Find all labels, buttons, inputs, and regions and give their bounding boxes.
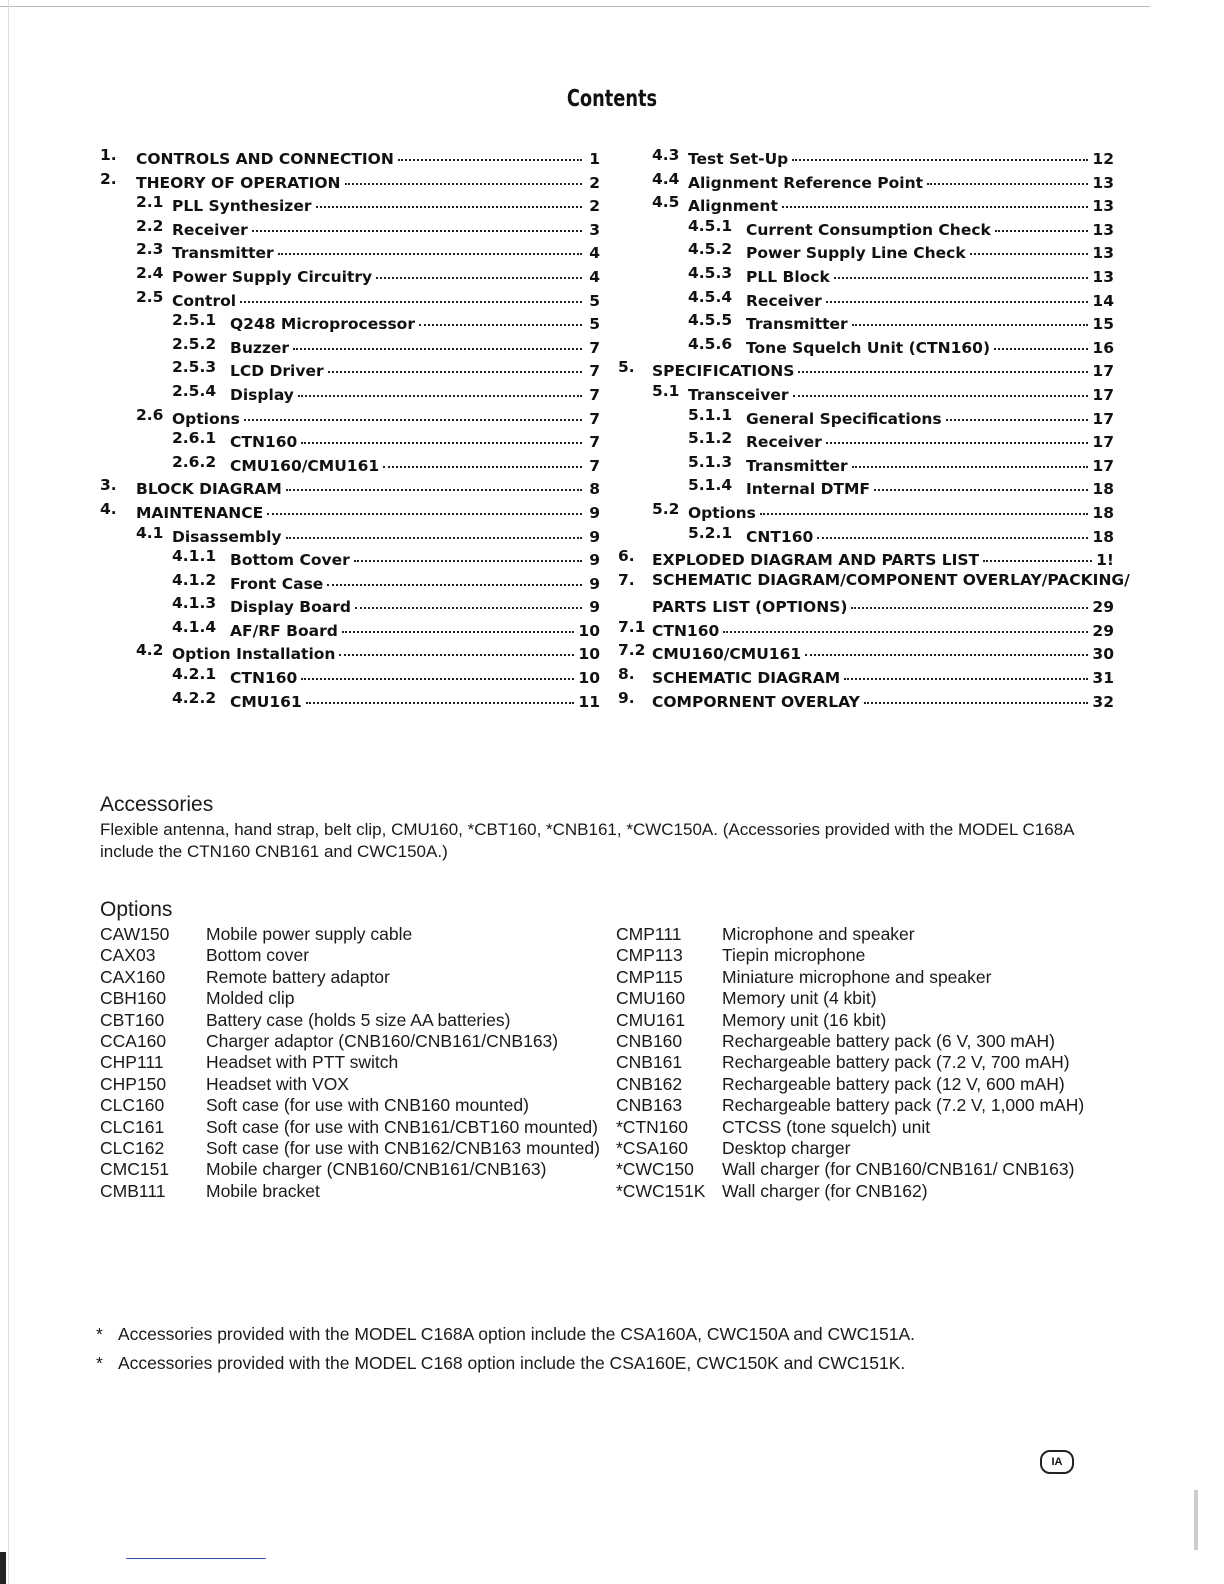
toc-entry-title: Receiver	[172, 220, 248, 239]
toc-entry-number: 2.3	[136, 240, 164, 259]
toc-entry-page: 18	[1092, 503, 1114, 522]
option-description: Memory unit (16 kbit)	[722, 1009, 887, 1030]
toc-leader-dots	[994, 332, 1088, 350]
option-item	[616, 1159, 1116, 1180]
option-code: CLC161	[100, 1116, 165, 1137]
toc-entry-number: 2.4	[136, 263, 164, 282]
toc-entry-title: Tone Squelch Unit (CTN160)	[746, 338, 991, 357]
toc-leader-dots	[798, 355, 1088, 373]
accessories-heading: Accessories	[100, 793, 214, 816]
toc-entry-number: 2.	[100, 169, 117, 188]
accessories-text: Flexible antenna, hand strap, belt clip, CMU160, *CBT160, *CNB161, *CWC150A. (Accessories provided with the MODEL C168A include the CTN160 CNB161 and CWC150A.)	[100, 820, 1074, 861]
toc-entry-number: 4.2.1	[172, 665, 217, 684]
toc-entry-page: 13	[1092, 173, 1114, 192]
toc-entry-page: 17	[1092, 385, 1114, 404]
toc-entry-title: Power Supply Line Check	[746, 244, 966, 263]
option-description: Soft case (for use with CNB160 mounted)	[206, 1095, 529, 1116]
toc-entry-number: 4.2	[136, 641, 164, 660]
option-code: CHP111	[100, 1052, 164, 1073]
toc-entry-number: 5.	[618, 358, 635, 377]
toc-entry-number: 2.5.4	[172, 381, 217, 400]
toc-entry-title: CMU160/CMU161	[652, 645, 802, 664]
option-code: CAX160	[100, 966, 166, 987]
option-item	[616, 1031, 1116, 1052]
toc-leader-dots	[793, 379, 1089, 397]
option-code: CLC160	[100, 1095, 165, 1116]
toc-entry-title: Alignment Reference Point	[688, 173, 924, 192]
option-item	[100, 945, 600, 966]
option-code: CMB111	[100, 1180, 166, 1201]
toc-entry-page: 17	[1092, 433, 1114, 452]
toc-entry-title: Current Consumption Check	[746, 220, 991, 239]
option-description: Wall charger (for CNB162)	[722, 1180, 928, 1201]
toc-entry-number: 4.1.2	[172, 570, 217, 589]
toc-entry-title: Test Set-Up	[688, 150, 789, 168]
toc-entry-title: Front Case	[230, 574, 324, 593]
toc-entry-page: 11	[578, 692, 600, 711]
toc-leader-dots	[376, 261, 582, 279]
option-description: Bottom cover	[206, 945, 310, 966]
toc-leader-dots	[927, 167, 1088, 185]
option-description: Mobile charger (CNB160/CNB161/CNB163)	[206, 1159, 547, 1180]
option-description: Rechargeable battery pack (6 V, 300 mAH)	[722, 1031, 1056, 1052]
toc-leader-dots	[354, 544, 582, 562]
toc-entry-number: 2.5	[136, 287, 164, 306]
toc-entry-page: 7	[589, 456, 600, 475]
toc-entry-page: 5	[589, 315, 600, 334]
option-item	[616, 988, 1116, 1009]
page-title: Contents	[566, 86, 658, 112]
toc-entry-number: 2.5.3	[172, 358, 217, 377]
option-description: Tiepin microphone	[722, 945, 866, 966]
toc-entry-title: Transceiver	[688, 385, 789, 404]
toc-entry-title: SCHEMATIC DIAGRAM	[652, 669, 841, 688]
toc-entry-title: Receiver	[746, 291, 822, 310]
option-item	[616, 1117, 1116, 1138]
toc-entry	[100, 689, 600, 713]
option-code: *CWC150	[616, 1159, 694, 1180]
toc-entry-number: 5.2.1	[688, 523, 733, 542]
option-code: CCA160	[100, 1031, 167, 1052]
toc-entry-title: Disassembly	[172, 527, 282, 546]
toc-entry-number: 4.1.4	[172, 617, 217, 636]
toc-entry-title: CTN160	[230, 669, 298, 688]
toc-entry-number: 4.5.2	[688, 240, 733, 259]
toc-entry-number: 4.1.1	[172, 547, 217, 566]
toc-entry-page: 4	[589, 267, 600, 286]
toc-leader-dots	[805, 638, 1088, 656]
toc-entry-page: 18	[1092, 480, 1114, 499]
toc-entry-number: 7.	[618, 570, 635, 589]
toc-leader-dots	[760, 497, 1089, 515]
toc-entry-title: Bottom Cover	[230, 551, 350, 570]
option-item	[100, 988, 600, 1009]
toc-leader-dots	[298, 379, 582, 397]
toc-entry-title: CTN160	[230, 433, 298, 452]
toc-entry-title: CMU160/CMU161	[230, 456, 380, 475]
option-item	[616, 1074, 1116, 1095]
toc-entry-title: Option Installation	[172, 645, 336, 664]
option-description: Remote battery adaptor	[206, 966, 390, 987]
toc-entry-title: Control	[172, 291, 237, 310]
option-description: Soft case (for use with CNB162/CNB163 mounted)	[206, 1138, 600, 1159]
options-right-list	[616, 924, 1116, 1202]
option-description: Battery case (holds 5 size AA batteries)	[206, 1009, 511, 1030]
footnote-text: Accessories provided with the MODEL C168 option include the CSA160E, CWC150K and CWC151K.	[118, 1353, 906, 1373]
toc-entry-number: 4.4	[652, 169, 680, 188]
toc-entry-title: Internal DTMF	[746, 480, 871, 499]
option-description: Headset with VOX	[206, 1073, 349, 1094]
toc-entry-number: 4.5.4	[688, 287, 733, 306]
option-description: Microphone and speaker	[722, 924, 915, 944]
toc-entry-page: 2	[589, 197, 600, 216]
toc-entry-number: 2.6.2	[172, 452, 217, 471]
toc-entry-number: 2.5.2	[172, 334, 217, 353]
toc-right-column	[618, 146, 1130, 712]
toc-entry-number: 4.5.1	[688, 216, 733, 235]
toc-entry-page: 1!	[1096, 551, 1114, 570]
toc-entry-number: 2.1	[136, 193, 164, 212]
toc-entry	[618, 547, 1114, 571]
footnote-1	[96, 1324, 915, 1345]
option-item	[100, 1010, 600, 1031]
toc-entry-page: 15	[1092, 315, 1114, 334]
option-item	[100, 1181, 600, 1202]
toc-entry-page: 17	[1092, 456, 1114, 475]
toc-entry-page: 7	[589, 409, 600, 428]
scan-underline-bottom	[126, 1558, 266, 1559]
toc-entry-title: Options	[688, 503, 756, 522]
toc-leader-dots	[834, 261, 1089, 279]
toc-leader-dots	[970, 237, 1089, 255]
toc-left-column	[100, 146, 600, 712]
option-description: Desktop charger	[722, 1138, 851, 1159]
option-code: CMP113	[616, 945, 683, 966]
toc-entry-page: 10	[578, 621, 600, 640]
toc-entry-title: Transmitter	[746, 315, 848, 334]
toc-entry-number: 7.1	[618, 617, 646, 636]
toc-entry-page: 4	[589, 244, 600, 263]
toc-leader-dots	[844, 662, 1088, 680]
toc-entry-number: 4.5	[652, 193, 680, 212]
toc-entry-title: Options	[172, 409, 240, 428]
toc-leader-dots	[723, 615, 1088, 633]
option-code: CNB163	[616, 1095, 683, 1116]
scan-mark-bottom-left	[0, 1552, 6, 1584]
toc-entry-page: 18	[1092, 527, 1114, 546]
toc-entry-page: 17	[1092, 409, 1114, 428]
toc-entry-title: Transmitter	[172, 244, 274, 263]
option-item	[616, 1052, 1116, 1073]
toc-entry-page: 13	[1092, 267, 1114, 286]
option-item	[616, 967, 1116, 988]
toc-leader-dots	[946, 403, 1089, 421]
toc-entry-title: THEORY OF OPERATION	[136, 173, 341, 192]
toc-leader-dots	[327, 568, 582, 586]
toc-entry-title: PLL Synthesizer	[172, 197, 312, 216]
toc-leader-dots	[874, 473, 1088, 491]
toc-leader-dots	[240, 285, 582, 303]
toc-entry-page: 16	[1092, 338, 1114, 357]
toc-entry-number: 1.	[100, 146, 117, 164]
options-left-list	[100, 924, 600, 1202]
toc-leader-dots	[306, 686, 575, 704]
toc-leader-dots	[293, 332, 582, 350]
toc-leader-dots	[864, 686, 1089, 704]
toc-entry-page: 1	[589, 150, 600, 168]
option-description: Charger adaptor (CNB160/CNB161/CNB163)	[206, 1031, 559, 1052]
toc-entry-page: 10	[578, 669, 600, 688]
option-description: Wall charger (for CNB160/CNB161/ CNB163)	[722, 1159, 1075, 1180]
option-item	[100, 1117, 600, 1138]
footnote-2	[96, 1353, 905, 1374]
option-description: Headset with PTT switch	[206, 1052, 399, 1073]
toc-leader-dots	[355, 591, 582, 609]
toc-entry-title: MAINTENANCE	[136, 503, 264, 522]
option-description: Molded clip	[206, 988, 295, 1009]
option-item	[100, 1159, 600, 1180]
toc-entry-number: 4.5.6	[688, 334, 733, 353]
option-description: Rechargeable battery pack (12 V, 600 mAH)	[722, 1073, 1065, 1094]
toc-entry-page: 17	[1092, 362, 1114, 381]
toc-entry-number: 4.1	[136, 523, 164, 542]
toc-entry-number: 2.6	[136, 405, 164, 424]
toc-entry-title: BLOCK DIAGRAM	[136, 480, 282, 499]
toc-entry-title: SCHEMATIC DIAGRAM/COMPONENT OVERLAY/PACKING/	[652, 570, 1130, 589]
option-code: CMU160	[616, 988, 686, 1009]
option-code: CMP115	[616, 966, 683, 987]
toc-entry-page: 10	[578, 645, 600, 664]
toc-entry-page: 8	[589, 480, 600, 499]
option-code: CMP111	[616, 924, 682, 944]
toc-entry-number: 5.2	[652, 499, 680, 518]
option-code: *CSA160	[616, 1138, 688, 1159]
toc-entry-page: 13	[1092, 220, 1114, 239]
toc-entry-page: 7	[589, 385, 600, 404]
option-item	[100, 1095, 600, 1116]
toc-leader-dots	[328, 355, 582, 373]
toc-entry-title: EXPLODED DIAGRAM AND PARTS LIST	[652, 551, 980, 570]
toc-entry-page: 30	[1092, 645, 1114, 664]
toc-entry-page: 9	[589, 527, 600, 546]
toc-entry-title: Transmitter	[746, 456, 848, 475]
toc-entry-number: 5.1	[652, 381, 680, 400]
scan-edge-top	[0, 6, 1150, 7]
toc-leader-dots	[286, 473, 582, 491]
toc-leader-dots	[383, 450, 582, 468]
toc-entry-page: 13	[1092, 244, 1114, 263]
option-description: Rechargeable battery pack (7.2 V, 700 mAH)	[722, 1052, 1070, 1073]
toc-entry-number: 5.1.4	[688, 476, 733, 495]
toc-entry-page: 29	[1092, 621, 1114, 640]
toc-leader-dots	[244, 403, 582, 421]
toc-entry-number: 5.1.1	[688, 405, 733, 424]
toc-leader-dots	[983, 544, 1092, 562]
toc-entry-title: COMPORNENT OVERLAY	[652, 692, 860, 711]
option-code: CBT160	[100, 1009, 165, 1030]
toc-entry-title: Buzzer	[230, 338, 290, 357]
toc-entry-title: Power Supply Circuitry	[172, 267, 373, 286]
toc-entry-page: 31	[1092, 669, 1114, 688]
toc-entry-page: 7	[589, 433, 600, 452]
option-code: CNB160	[616, 1031, 683, 1052]
option-description: Memory unit (4 kbit)	[722, 988, 877, 1009]
toc-leader-dots	[267, 497, 582, 515]
option-code: CHP150	[100, 1073, 167, 1094]
option-item	[616, 1181, 1116, 1202]
scan-edge-right	[1194, 1490, 1198, 1550]
toc-entry-page: 2	[589, 173, 600, 192]
footnote-mark: *	[96, 1353, 103, 1373]
toc-leader-dots	[817, 521, 1088, 539]
toc-entry-title: SPECIFICATIONS	[652, 362, 795, 381]
toc-entry-page: 9	[589, 503, 600, 522]
option-item	[616, 1095, 1116, 1116]
option-item	[100, 1031, 600, 1052]
toc-leader-dots	[316, 190, 583, 208]
toc-entry-page: 9	[589, 598, 600, 617]
toc-entry-title: CONTROLS AND CONNECTION	[136, 150, 394, 168]
toc-entry-title: Alignment	[688, 197, 778, 216]
toc-leader-dots	[301, 426, 582, 444]
toc-leader-dots	[398, 143, 582, 161]
option-description: Mobile bracket	[206, 1180, 320, 1201]
toc-leader-dots	[792, 143, 1088, 161]
option-item	[100, 967, 600, 988]
toc-entry-page: 9	[589, 551, 600, 570]
toc-leader-dots	[995, 214, 1089, 232]
toc-entry-number: 9.	[618, 688, 635, 707]
toc-entry-title: AF/RF Board	[230, 621, 338, 640]
toc-entry-number: 4.1.3	[172, 594, 217, 613]
toc-entry-number: 2.2	[136, 216, 164, 235]
toc-entry-page: 9	[589, 574, 600, 593]
option-item	[100, 1074, 600, 1095]
toc-entry-title: Display Board	[230, 598, 351, 617]
toc-entry-title: CMU161	[230, 692, 302, 711]
option-code: *CTN160	[616, 1116, 688, 1137]
toc-entry-title: LCD Driver	[230, 362, 324, 381]
option-description: Soft case (for use with CNB161/CBT160 mounted)	[206, 1116, 598, 1137]
option-description: Rechargeable battery pack (7.2 V, 1,000 mAH)	[722, 1095, 1085, 1116]
option-item	[100, 1138, 600, 1159]
toc-entry-title: CTN160	[652, 621, 720, 640]
options-heading: Options	[100, 898, 173, 921]
option-item	[100, 924, 600, 945]
toc-entry-number: 4.2.2	[172, 688, 217, 707]
toc-entry-title: Receiver	[746, 433, 822, 452]
toc-entry-number: 4.	[100, 499, 117, 518]
option-code: CBH160	[100, 988, 167, 1009]
option-description: Mobile power supply cable	[206, 924, 413, 944]
footnote-mark: *	[96, 1324, 103, 1344]
toc-entry-number: 8.	[618, 665, 635, 684]
option-item	[100, 1052, 600, 1073]
toc-leader-dots	[286, 521, 583, 539]
toc-entry-title: PARTS LIST (OPTIONS)	[652, 598, 848, 617]
option-item	[616, 945, 1116, 966]
toc-entry-page: 32	[1092, 692, 1114, 711]
option-item	[616, 1138, 1116, 1159]
toc-leader-dots	[826, 285, 1089, 303]
toc-leader-dots	[419, 308, 582, 326]
toc-entry-page: 13	[1092, 197, 1114, 216]
toc-leader-dots	[851, 591, 1088, 609]
toc-leader-dots	[278, 237, 582, 255]
toc-entry-number: 7.2	[618, 641, 646, 660]
toc-entry-page: 3	[589, 220, 600, 239]
toc-entry-title: Q248 Microprocessor	[230, 315, 415, 334]
option-code: CAX03	[100, 945, 156, 966]
toc-entry-page: 14	[1092, 291, 1114, 310]
option-item	[616, 1010, 1116, 1031]
toc-entry-title: General Specifications	[746, 409, 942, 428]
toc-entry-number: 6.	[618, 547, 635, 566]
toc-entry-title: CNT160	[746, 527, 814, 546]
footnote-text: Accessories provided with the MODEL C168A option include the CSA160A, CWC150A and CWC151A.	[118, 1324, 915, 1344]
option-code: CLC162	[100, 1138, 165, 1159]
toc-entry-number: 2.6.1	[172, 429, 217, 448]
toc-entry-page: 29	[1092, 598, 1114, 617]
option-code: CNB161	[616, 1052, 683, 1073]
toc-entry-number: 4.5.3	[688, 263, 733, 282]
toc-entry-number: 3.	[100, 476, 117, 495]
option-item	[616, 924, 1116, 945]
toc-leader-dots	[345, 167, 582, 185]
toc-entry	[618, 689, 1114, 713]
toc-leader-dots	[252, 214, 582, 232]
toc-entry-number: 5.1.2	[688, 429, 733, 448]
brand-logo: IA	[1040, 1450, 1074, 1474]
toc-leader-dots	[301, 662, 574, 680]
toc-entry-page: 7	[589, 338, 600, 357]
option-code: CMU161	[616, 1009, 686, 1030]
toc-leader-dots	[782, 190, 1089, 208]
toc-leader-dots	[852, 308, 1089, 326]
toc-entry-number: 2.5.1	[172, 311, 217, 330]
toc-leader-dots	[826, 426, 1089, 444]
toc-entry-page: 7	[589, 362, 600, 381]
toc-entry-number: 5.1.3	[688, 452, 733, 471]
option-code: CAW150	[100, 924, 170, 944]
toc-leader-dots	[852, 450, 1089, 468]
toc-entry-number: 4.5.5	[688, 311, 733, 330]
option-code: CNB162	[616, 1073, 683, 1094]
option-code: *CWC151K	[616, 1180, 706, 1201]
option-description: Miniature microphone and speaker	[722, 966, 992, 987]
toc-leader-dots	[342, 615, 575, 633]
toc-entry-number: 4.3	[652, 146, 680, 164]
toc-leader-dots	[339, 638, 574, 656]
toc-entry-page: 5	[589, 291, 600, 310]
toc-entry-title: Display	[230, 385, 294, 404]
toc-entry-page: 12	[1092, 150, 1114, 168]
toc-entry-title: PLL Block	[746, 267, 830, 286]
option-description: CTCSS (tone squelch) unit	[722, 1116, 931, 1137]
option-code: CMC151	[100, 1159, 170, 1180]
scan-edge-left	[8, 0, 9, 1584]
